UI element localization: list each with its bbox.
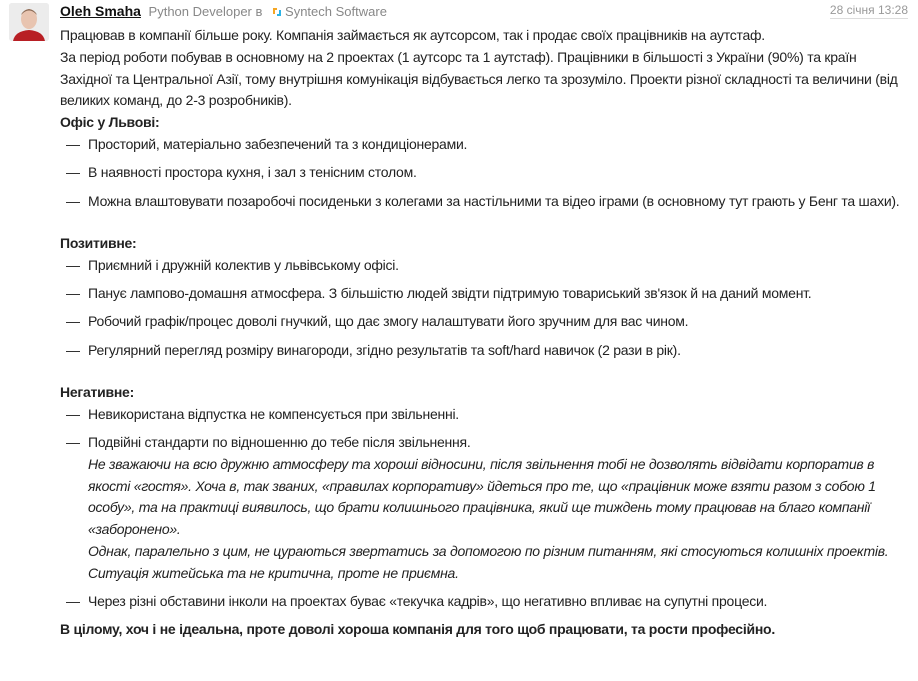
list-item: — Через різні обставини інколи на проектах буває «текучка кадрів», що негативно впливає на супутні процеси. bbox=[60, 591, 905, 613]
list-item: — Можна влаштовувати позаробочі посиденьки з колегами за настільними та відео іграми (в основному тут грають у Бенг та шахи). bbox=[60, 191, 905, 213]
review-date[interactable]: 28 січня 13:28 bbox=[829, 3, 908, 17]
list-item: — Робочий графік/процес доволі гнучкий, що дає змогу налаштувати його зручним для вас чином. bbox=[60, 311, 905, 333]
intro-paragraph: За період роботи побував в основному на 2 проектах (1 аутсорс та 1 аутстаф). Працівники в більшості з України (90%) та країн Західної та Центральної Азії, тому внутрішня комунікація відбувається легко та зрозуміло. Проекти різної складності та величини (від великих команд, до 2-3 розробників). bbox=[60, 48, 898, 109]
review-body bbox=[60, 25, 905, 641]
conclusion: В цілому, хоч і не ідеальна, проте доволі хороша компанія для того щоб працювати, та рости професійно. bbox=[60, 621, 775, 638]
list-item: — Приємний і дружній колектив у львівському офісі. bbox=[60, 255, 905, 277]
list-item: — Невикористана відпустка не компенсується при звільненні. bbox=[60, 404, 905, 426]
list-item: — Панує лампово-домашня атмосфера. З більшістю людей звідти підтримую товариський зв'язок й на даний момент. bbox=[60, 283, 905, 305]
negative-list bbox=[60, 404, 905, 613]
author-role: Python Developer в bbox=[148, 4, 263, 19]
italic-note: Однак, паралельно з цим, не цураються звертатись за допомогою по різним питанням, які стосуються колишніх проектів. Ситуація житейська та не критична, проте не приємна. bbox=[88, 542, 889, 581]
intro-paragraph: Працював в компанії більше року. Компанія займається як аутсорсом, так і продає своїх працівників на аутстаф. bbox=[60, 27, 765, 43]
positive-list bbox=[60, 255, 905, 362]
review-header bbox=[60, 2, 387, 21]
italic-note: Не зважаючи на всю дружню атмосферу та хороші відносини, після звільнення тобі не дозволять відвідати корпоратив в якості «гостя». Хоча в, так званих, «правилах корпоративу» йдеться про те, що «працівник може взяти разом з собою 1 особу», та на практиці виявилось, що брати колишнього працівника, який ще тиждень тому працював на благо компанії «заборонено». bbox=[88, 455, 876, 538]
list-item: — Подвійні стандарти по відношенню до тебе після звільнення. Не зважаючи на всю дружню атмосферу та хороші відносини, після звільнення тобі не дозволять відвідати корпоратив в якості «гостя». Хоча в, так званих, «правилах корпоративу» йдеться про те, що «працівник може взяти разом з собою 1 особу», та на практиці виявилось, що брати колишнього працівника, який ще тиждень тому працював на благо компанії «заборонено». Однак, паралельно з цим, не цураються звертатись за допомогою по різним питанням, які стосуються колишніх проектів. Ситуація житейська та не критична, проте не приємна. bbox=[60, 432, 905, 585]
office-heading: Офіс у Львові: bbox=[60, 114, 160, 131]
company-logo-icon bbox=[272, 7, 282, 17]
list-item: — Регулярний перегляд розміру винагороди, згідно результатів та soft/hard навичок (2 рази в рік). bbox=[60, 340, 905, 362]
avatar[interactable] bbox=[9, 3, 49, 41]
list-item: — Просторий, матеріально забезпечений та з кондиціонерами. bbox=[60, 134, 905, 156]
company-link[interactable]: Syntech Software bbox=[285, 4, 387, 19]
negative-heading: Негативне: bbox=[60, 383, 134, 400]
office-list bbox=[60, 134, 905, 212]
positive-heading: Позитивне: bbox=[60, 234, 137, 251]
list-item: — В наявності простора кухня, і зал з тенісним столом. bbox=[60, 162, 905, 184]
author-name[interactable]: Oleh Smaha bbox=[60, 3, 141, 19]
